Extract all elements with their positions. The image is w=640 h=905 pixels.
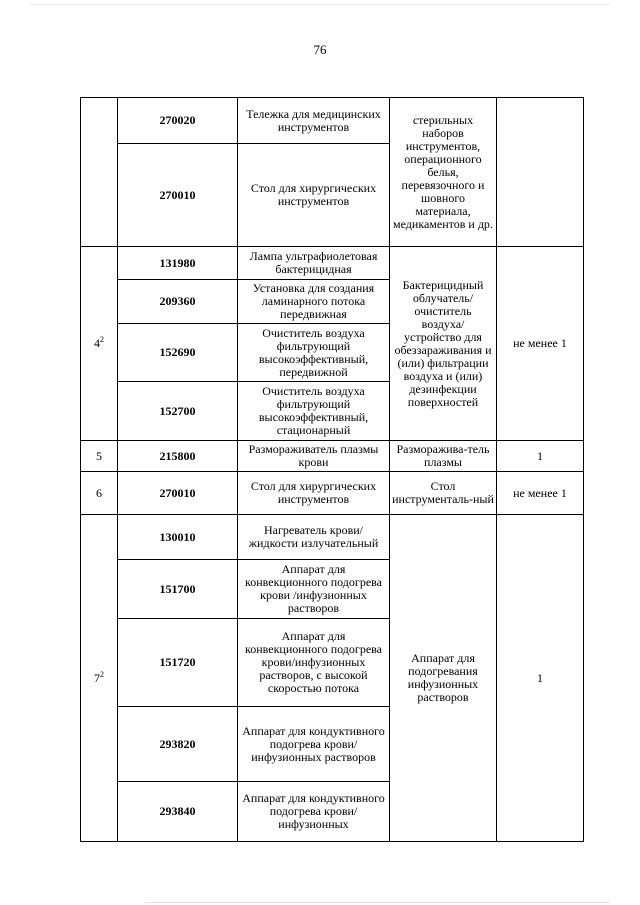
table-row: [81, 98, 584, 144]
qty-cell: не менее 1: [497, 472, 584, 515]
table-row: [81, 441, 584, 472]
type-cell: Аппарат для подогревания инфузионных растворов: [390, 515, 497, 842]
type-cell: Разморажива-тель плазмы: [390, 441, 497, 472]
code-cell: 131980: [118, 247, 238, 280]
qty-cell: 1: [497, 515, 584, 842]
row-number-cell: 5: [81, 441, 118, 472]
scan-edge-bottom: [145, 902, 610, 903]
row-number-cell: [81, 98, 118, 247]
row-number-cell: 6: [81, 472, 118, 515]
qty-cell: 1: [497, 441, 584, 472]
name-cell: Аппарат для конвекционного подогрева крови/инфузионных растворов, с высокой скоростью потока: [238, 619, 390, 707]
code-cell: 152700: [118, 382, 238, 441]
page-number: 76: [313, 42, 327, 57]
name-cell: Нагреватель крови/жидкости излучательный: [238, 515, 390, 560]
code-cell: 293840: [118, 782, 238, 842]
type-cell: стерильных наборов инструментов, операционного белья, перевязочного и шовного материала, медикаментов и др.: [390, 98, 497, 247]
table-row: [81, 247, 584, 280]
name-cell: Тележка для медицинских инструментов: [238, 98, 390, 144]
name-cell: Стол для хирургических инструментов: [238, 144, 390, 247]
code-cell: 152690: [118, 324, 238, 382]
name-cell: Установка для создания ламинарного потока передвижная: [238, 280, 390, 324]
name-cell: Лампа ультрафиолетовая бактерицидная: [238, 247, 390, 280]
row-number-cell: $7^2$: [81, 515, 118, 842]
table-row: [81, 515, 584, 560]
equipment-table: [80, 97, 584, 842]
row-number-cell: $4^2$: [81, 247, 118, 441]
code-cell: 293820: [118, 707, 238, 782]
name-cell: Размораживатель плазмы крови: [238, 441, 390, 472]
name-cell: Очиститель воздуха фильтрующий высокоэффективный, стационарный: [238, 382, 390, 441]
type-cell: Бактерицидный облучатель/ очиститель воздуха/ устройство для обеззараживания и (или) фильтрации воздуха и (или) дезинфекции поверхностей: [390, 247, 497, 441]
table-row: [81, 472, 584, 515]
name-cell: Очиститель воздуха фильтрующий высокоэффективный, передвижной: [238, 324, 390, 382]
code-cell: 215800: [118, 441, 238, 472]
code-cell: 209360: [118, 280, 238, 324]
qty-cell: не менее 1: [497, 247, 584, 441]
code-cell: 270020: [118, 98, 238, 144]
name-cell: Аппарат для конвекционного подогрева крови /инфузионных растворов: [238, 560, 390, 619]
code-cell: 151720: [118, 619, 238, 707]
code-cell: 270010: [118, 472, 238, 515]
code-cell: 130010: [118, 515, 238, 560]
name-cell: Аппарат для кондуктивного подогрева крови/инфузионных: [238, 782, 390, 842]
code-cell: 151700: [118, 560, 238, 619]
name-cell: Стол для хирургических инструментов: [238, 472, 390, 515]
scan-edge-top: [30, 4, 610, 5]
code-cell: 270010: [118, 144, 238, 247]
name-cell: Аппарат для кондуктивного подогрева крови/инфузионных растворов: [238, 707, 390, 782]
type-cell: Стол инструменталь-ный: [390, 472, 497, 515]
qty-cell: [497, 98, 584, 247]
